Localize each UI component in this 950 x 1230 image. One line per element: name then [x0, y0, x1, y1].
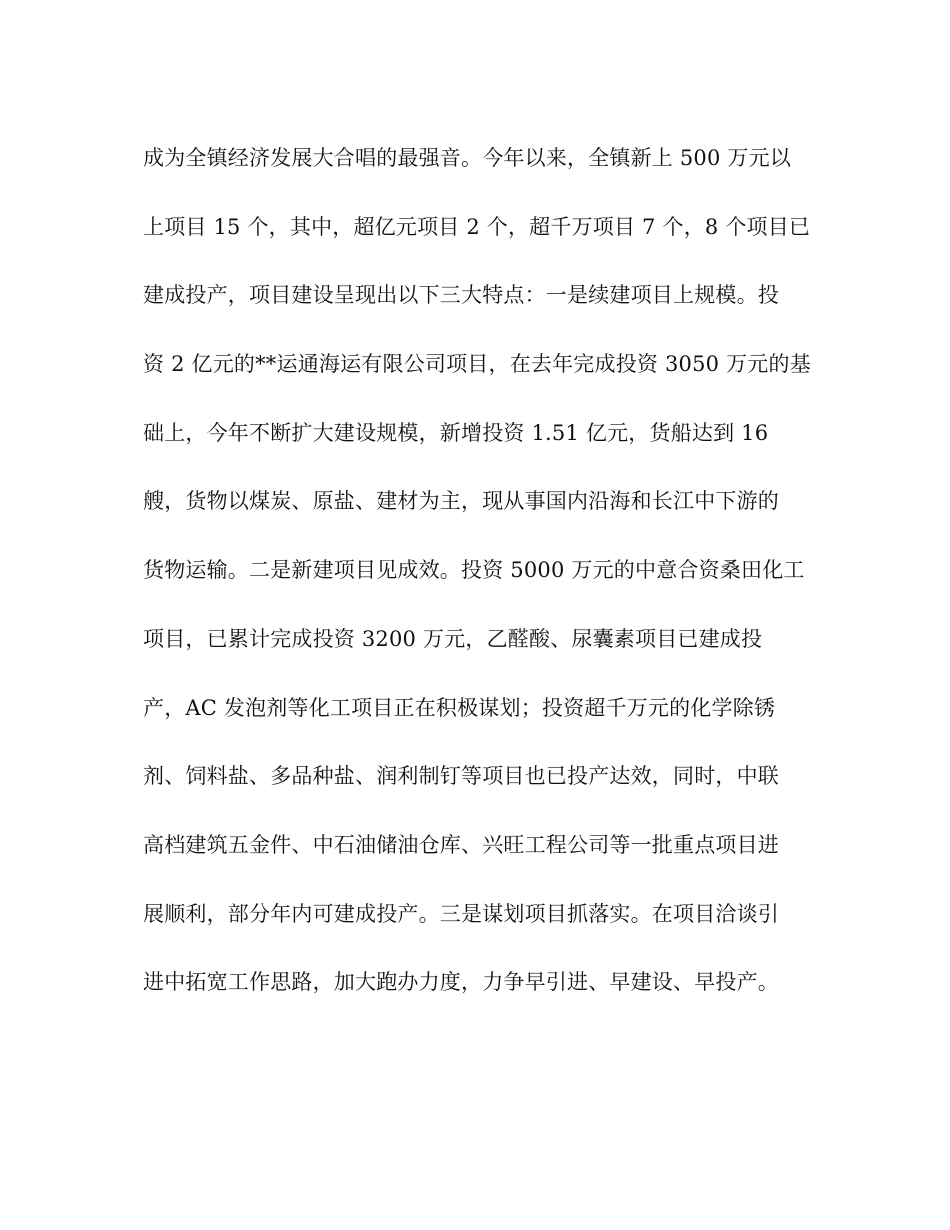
text-line-2: 上项目 15 个，其中，超亿元项目 2 个，超千万项目 7 个，8 个项目已 — [143, 214, 811, 239]
text-line-13: 进中拓宽工作思路，加大跑办力度，力争早引进、早建设、早投产。 — [143, 970, 779, 995]
text-line-11: 高档建筑五金件、中石油储油仓库、兴旺工程公司等一批重点项目进 — [143, 832, 779, 857]
text-line-8: 项目，已累计完成投资 3200 万元，乙醛酸、尿囊素项目已建成投 — [143, 626, 763, 651]
text-line-1: 成为全镇经济发展大合唱的最强音。今年以来，全镇新上 500 万元以 — [143, 146, 792, 170]
text-line-12: 展顺利，部分年内可建成投产。三是谋划项目抓落实。在项目洽谈引 — [143, 901, 779, 926]
text-line-9: 产，AC 发泡剂等化工项目正在积极谋划；投资超千万元的化学除锈 — [143, 695, 776, 720]
text-line-4: 资 2 亿元的**运通海运有限公司项目，在去年完成投资 3050 万元的基 — [143, 352, 811, 377]
text-line-5: 础上，今年不断扩大建设规模，新增投资 1.51 亿元，货船达到 16 — [143, 420, 769, 445]
text-line-3: 建成投产，项目建设呈现出以下三大特点：一是续建项目上规模。投 — [143, 283, 779, 308]
text-line-6: 艘，货物以煤炭、原盐、建材为主，现从事国内沿海和长江中下游的 — [143, 489, 779, 514]
text-line-10: 剂、饲料盐、多品种盐、润利制钉等项目也已投产达效，同时，中联 — [143, 764, 779, 789]
text-line-7: 货物运输。二是新建项目见成效。投资 5000 万元的中意合资桑田化工 — [143, 558, 805, 583]
body-text — [143, 138, 823, 1031]
